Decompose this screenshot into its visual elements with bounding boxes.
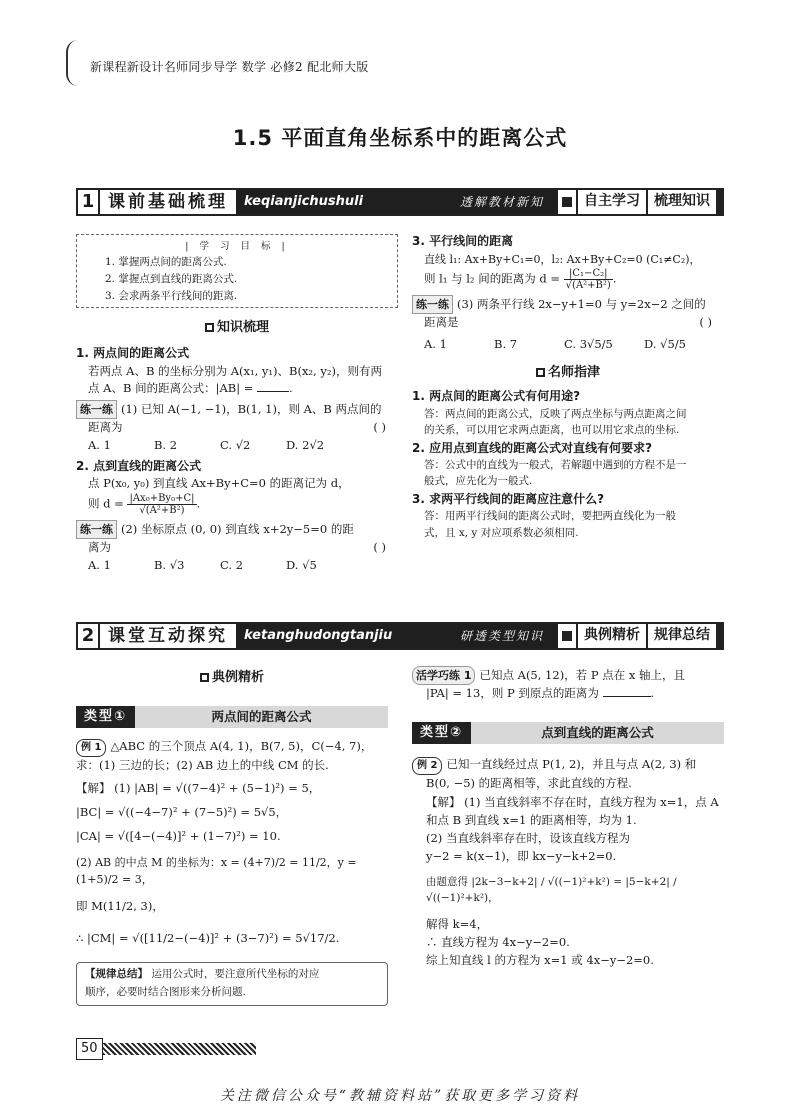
fraction-numerator: |Ax₀+By₀+C| (129, 493, 195, 505)
question: 2. 应用点到直线的距离公式对直线有何要求? (412, 440, 653, 455)
page-number: 50 (76, 1038, 103, 1060)
text-line (412, 756, 724, 775)
banner-number: 2 (78, 624, 100, 648)
formula-line: 则 l₁ 与 l₂ 间的距离为 d = $\frac{\text{|C₁−C₂|}}{\text{√(A²+B²)}}$ . (424, 267, 617, 291)
text-line: 点 A、B 间的距离公式：|AB| = . (88, 381, 293, 396)
text-line (85, 966, 379, 984)
answer-line: 答：公式中的直线为一般式，若解题中遇到的方程不是一 (424, 459, 687, 472)
banner-endbar (716, 624, 722, 648)
practice-line (412, 295, 724, 314)
answer-line: 式，且 x, y 对应项系数必须相同. (424, 526, 579, 539)
option: C. 3√5/5 (564, 336, 613, 351)
practice-line (76, 520, 398, 539)
section-marker-icon (536, 368, 545, 377)
option: A. 1 (88, 558, 111, 573)
text-span: 已知点 A(5, 12)，若 P 点在 x 轴上，且 (479, 668, 686, 682)
option: B. √3 (154, 558, 185, 573)
text-line: 求：(1) 三边的长；(2) AB 边上的中线 CM 的长. (76, 757, 329, 772)
solution-line: ∴ 直线方程为 4x−y−2=0. (426, 934, 570, 949)
banner-slogan: 透解教材新知 (459, 194, 544, 209)
practice-tag: 活学巧练 1 (412, 666, 475, 685)
knowledge-title: 知识梳理 (216, 320, 269, 335)
text-span: (2) 坐标原点 (0, 0) 到直线 x+2y−5=0 的距 (121, 522, 354, 537)
topic-heading: 2. 点到直线的距离公式 (76, 458, 202, 473)
answer-line: 般式，应先化为一般式. (424, 475, 533, 488)
text-span: 运用公式时，要注意所代坐标的对应 (151, 968, 320, 980)
fraction (127, 493, 196, 516)
type-label-text: 类型 (84, 708, 115, 724)
solution-line: |CA| = √([4−(−4)]² + (1−7)²) = 10. (76, 828, 281, 843)
type-title: 点到直线的距离公式 (541, 725, 654, 741)
text-line: 顺序，必要时结合图形来分析问题. (85, 985, 246, 998)
type-label (412, 722, 471, 744)
solution-line: |BC| = √((−4−7)² + (7−5)²) = 5√5， (76, 805, 288, 820)
banner-title: 课堂互动探究 (108, 625, 228, 646)
solution-line: 解得 k=4， (426, 917, 489, 932)
section-banner-1 (76, 188, 724, 216)
section-marker-icon (200, 673, 209, 682)
answer-paren: ( ) (373, 420, 386, 435)
option: B. 7 (494, 336, 518, 351)
solution-line: 即 M(11/2, 3)， (76, 898, 164, 913)
right-content-1 (412, 232, 724, 541)
text-line (76, 419, 398, 437)
fraction-denominator: √(A²+B²) (139, 505, 185, 517)
question: 3. 求两平行线间的距离应注意什么? (412, 491, 605, 506)
option: C. √2 (220, 438, 251, 453)
text-span: |PA| = 13，则 P 到原点的距离为 (426, 686, 599, 701)
solution-line: (2) 当直线斜率存在时，设该直线方程为 (426, 830, 630, 845)
hatch-decoration (103, 1043, 256, 1055)
banner-slogan: 研透类型知识 (459, 628, 544, 643)
banner-pinyin-bar (236, 190, 558, 214)
type-bar-1 (76, 706, 388, 728)
page-title: 1.5 平面直角坐标系中的距离公式 (232, 126, 568, 150)
learning-goals-box (76, 234, 398, 308)
text-line (76, 738, 390, 757)
fill-blank (257, 381, 289, 392)
right-content-2 (412, 666, 724, 703)
type-title: 两点间的距离公式 (211, 709, 312, 725)
topic-heading: 1. 两点间的距离公式 (76, 346, 190, 360)
options-row (76, 557, 398, 575)
type-number: ① (114, 708, 128, 724)
examples-title: 典例精析 (211, 670, 264, 685)
text-line (412, 314, 724, 332)
text-span: △ABC 的三个顶点 A(4, 1)，B(7, 5)，C(−4, 7)， (110, 739, 373, 753)
solution-line: 【解】 (1) 当直线斜率不存在时，直线方程为 x=1，点 A (426, 795, 719, 810)
banner-pinyin: keqianjichushuli (244, 193, 364, 209)
example-tag: 例 2 (412, 757, 442, 775)
text-line: 若两点 A、B 的坐标分别为 A(x₁, y₁)、B(x₂, y₂)，则有两 (88, 363, 382, 378)
banner-pinyin: ketanghudongtanjiu (244, 627, 393, 643)
solution-line: (2) AB 的中点 M 的坐标为：x = (4+7)/2 = 11/2，y = (1+5)/2 = 3， (76, 855, 357, 886)
page-number-bar (76, 1040, 256, 1058)
header-bracket (66, 40, 80, 86)
text-span: (1) 已知 A(−1, −1)，B(1, 1)，则 A、B 两点间的 (121, 402, 382, 417)
text-span: 距离是 (424, 314, 459, 329)
text-line (76, 539, 398, 557)
text-span: 则 d = (88, 496, 124, 511)
banner-pinyin-bar (236, 624, 558, 648)
knowledge-heading (76, 318, 398, 338)
answer-line: 答：两点间的距离公式，反映了两点坐标与两点距离之间 (424, 408, 687, 421)
example-1 (76, 738, 390, 947)
type-bar-2 (412, 722, 724, 744)
banner-tag: 梳理知识 (646, 190, 716, 214)
section-banner-2 (76, 622, 724, 650)
banner-tag: 规律总结 (646, 624, 716, 648)
type-label (76, 706, 135, 728)
banner-square-icon (562, 631, 572, 641)
options-row (412, 336, 724, 354)
text-line: 直线 l₁: Ax+By+C₁=0，l₂: Ax+By+C₂=0 (C₁≠C₂)， (424, 252, 701, 266)
banner-number: 1 (78, 190, 100, 214)
section-marker-icon (205, 323, 214, 332)
goal-item: 2. 掌握点到直线的距离公式. (105, 272, 238, 285)
text-line: B(0, −5) 的距离相等，求此直线的方程. (426, 775, 632, 790)
text-span: 离为 (88, 540, 111, 555)
summary-box (76, 962, 388, 1006)
option: C. 2 (220, 558, 244, 573)
example-tag: 例 1 (76, 739, 106, 757)
practice-line (76, 400, 398, 419)
book-header: 新课程新设计名师同步导学 数学 必修2 配北师大版 (90, 60, 369, 74)
formula-line: 则 d = $\frac{\text{|Ax₀+By₀+C|}}{\text{√(A²+B²)}}$ . (88, 493, 201, 517)
goal-item: 3. 会求两条平行线间的距离. (105, 289, 238, 302)
banner-title: 课前基础梳理 (108, 191, 228, 212)
banner-square-icon (562, 197, 572, 207)
goal-item: 1. 掌握两点间的距离公式. (105, 256, 227, 269)
option: A. 1 (424, 336, 447, 351)
text-span: (3) 两条平行线 2x−y+1=0 与 y=2x−2 之间的 (457, 296, 706, 311)
type-label-text: 类型 (420, 724, 451, 740)
option: D. √5/5 (644, 336, 686, 351)
banner-tag: 自主学习 (576, 190, 646, 214)
topic-heading: 3. 平行线间的距离 (412, 234, 514, 248)
text-span: 点 A、B 间的距离公式：|AB| = (88, 381, 254, 396)
answer-paren: ( ) (699, 314, 712, 329)
goals-title: | 学 习 目 标 | (185, 241, 289, 252)
practice-tag: 练一练 (76, 400, 117, 419)
footer-note: 关注微信公众号“教辅资料站”获取更多学习资料 (219, 1088, 581, 1104)
solution-line: 由题意得 |2k−3−k+2| / √((−1)²+k²) = |5−k+2| / √((−1)²+k²)， (426, 875, 677, 904)
answer-paren: ( ) (373, 540, 386, 555)
options-row (76, 437, 398, 455)
banner-endbar (716, 190, 722, 214)
solution-line: ∴ |CM| = √([11/2−(−4)]² + (3−7)²) = 5√17/2. (76, 930, 340, 945)
solution-line: 综上知直线 l 的方程为 x=1 或 4x−y−2=0. (426, 952, 654, 967)
option: D. √5 (286, 558, 317, 573)
type-number: ② (450, 724, 464, 740)
text-line: 点 P(x₀, y₀) 到直线 Ax+By+C=0 的距离记为 d， (88, 476, 350, 491)
solution-line: 【解】 (1) |AB| = √((7−4)² + (5−1)²) = 5， (76, 781, 321, 796)
summary-tag: 【规律总结】 (85, 968, 148, 980)
option: A. 1 (88, 438, 111, 453)
text-span: 已知一直线经过点 P(1, 2)，并且与点 A(2, 3) 和 (446, 757, 697, 771)
practice-tag: 练一练 (412, 295, 453, 314)
example-2 (412, 756, 724, 970)
question: 1. 两点间的距离公式有何用途? (412, 389, 581, 404)
solution-line: y−2 = k(x−1)，即 kx−y−k+2=0. (426, 848, 617, 863)
guide-heading (412, 363, 724, 383)
answer-line: 的关系，可以用它求两点距离，也可以用它求点的坐标. (424, 424, 680, 437)
text-span: 距离为 (88, 420, 123, 435)
answer-line: 答：用两平行线间的距离公式时，要把两直线化为一般 (424, 510, 676, 523)
guide-title: 名师指津 (547, 365, 600, 381)
examples-heading (76, 668, 388, 688)
fraction-denominator: √(A²+B²) (565, 279, 611, 291)
banner-tag: 典例精析 (576, 624, 646, 648)
option: B. 2 (154, 438, 178, 453)
option: D. 2√2 (286, 438, 325, 453)
text-line: |PA| = 13，则 P 到原点的距离为 . (426, 686, 655, 701)
fraction (564, 268, 613, 291)
practice-tag: 练一练 (76, 520, 117, 539)
text-span: 则 l₁ 与 l₂ 间的距离为 d = (424, 271, 561, 286)
knowledge-content (76, 344, 398, 575)
fraction-numerator: |C₁−C₂| (564, 268, 613, 280)
solution-line: 和点 B 到直线 x=1 的距离相等，均为 1. (426, 813, 637, 828)
text-line (412, 666, 724, 685)
fill-blank (603, 686, 651, 697)
